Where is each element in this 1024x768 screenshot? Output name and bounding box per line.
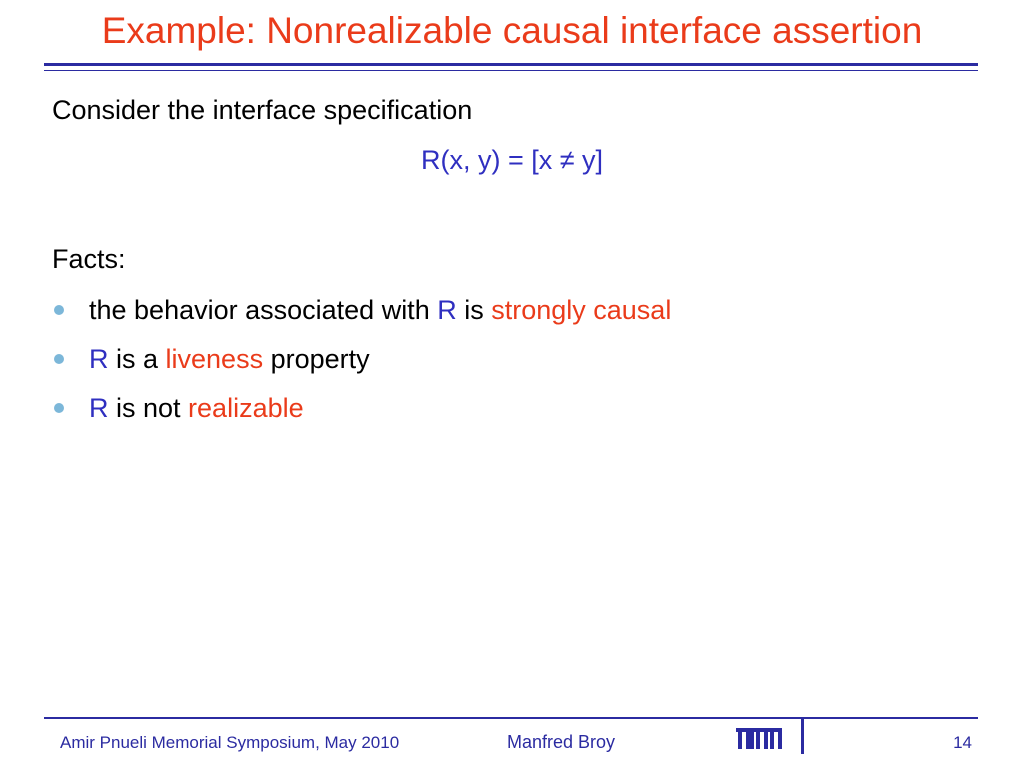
facts-list — [52, 292, 671, 439]
footer-divider — [44, 717, 978, 719]
bullet-dot-icon — [54, 403, 64, 413]
fact-text: is a — [108, 344, 166, 374]
fact-highlight: R — [89, 344, 109, 374]
fact-highlight: R — [89, 393, 109, 423]
fact-highlight: R — [437, 295, 457, 325]
logo-separator — [801, 719, 804, 754]
facts-heading: Facts: — [52, 244, 126, 274]
title-divider-thick — [44, 63, 978, 66]
fact-text: the behavior associated with — [89, 295, 438, 325]
fact-item — [52, 292, 671, 341]
fact-highlight: realizable — [188, 393, 304, 423]
fact-text: is — [456, 295, 492, 325]
page-number: 14 — [953, 733, 972, 752]
intro-text: Consider the interface specification — [52, 95, 473, 125]
slide-title: Example: Nonrealizable causal interface assertion — [101, 10, 923, 51]
footer-author: Manfred Broy — [507, 732, 616, 752]
fact-item — [52, 341, 671, 390]
footer-event: Amir Pnueli Memorial Symposium, May 2010 — [60, 733, 400, 752]
fact-item — [52, 390, 671, 439]
bullet-dot-icon — [54, 354, 64, 364]
tum-logo-icon — [735, 727, 785, 751]
title-divider-thin — [44, 70, 978, 71]
formula: R(x, y) = [x ≠ y] — [420, 145, 604, 175]
fact-highlight: strongly causal — [491, 295, 672, 325]
fact-text: is not — [108, 393, 189, 423]
fact-text: property — [263, 344, 370, 374]
bullet-dot-icon — [54, 305, 64, 315]
fact-highlight: liveness — [165, 344, 264, 374]
